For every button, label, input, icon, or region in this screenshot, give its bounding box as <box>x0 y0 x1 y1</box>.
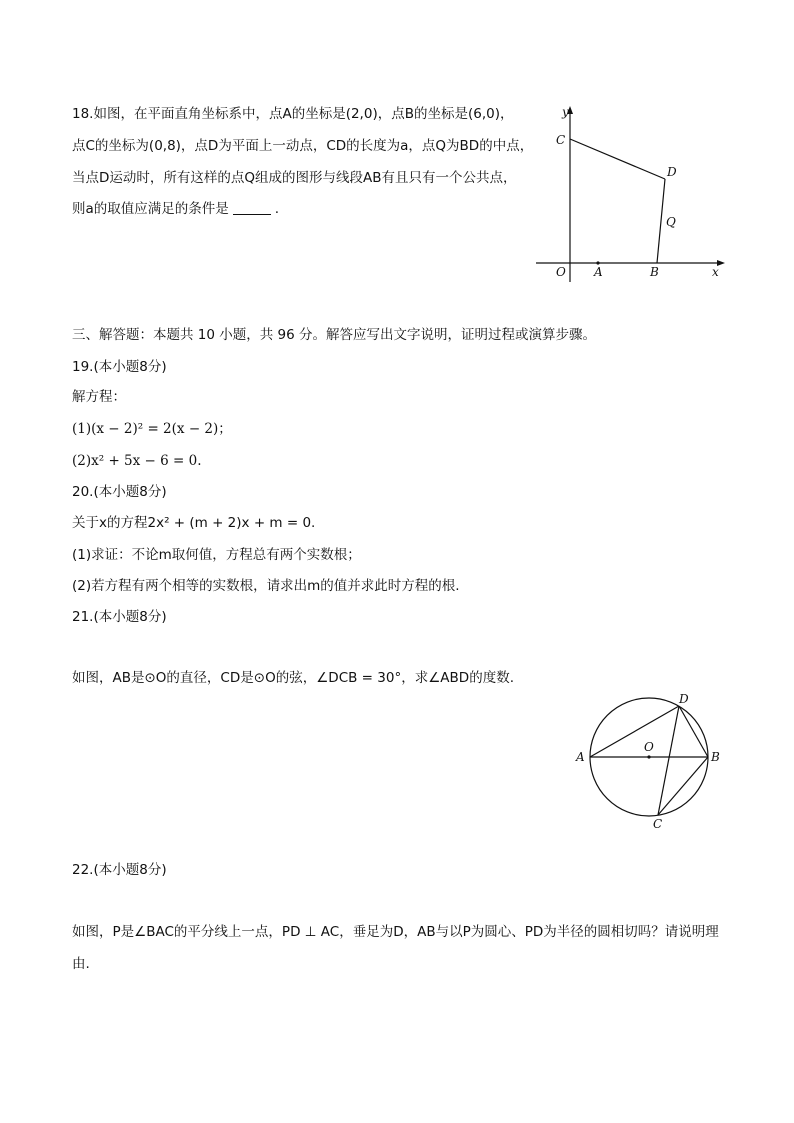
chord-db <box>679 706 708 757</box>
q22-stem-line1: 如图，P是∠BAC的平分线上一点，PD ⊥ AC，垂足为D，AB与以P为圆心、PD为半径的圆相切吗？请说明理 <box>72 924 719 940</box>
segment-cd <box>570 139 665 179</box>
label-d: D <box>667 165 677 179</box>
label-c: C <box>653 817 663 831</box>
circle-figure <box>570 688 730 836</box>
label-o: O <box>644 740 654 754</box>
answer-blank[interactable] <box>233 214 271 215</box>
q18-line2: 点C的坐标为(0,8)，点D为平面上一动点，CD的长度为a，点Q为BD的中点， <box>72 138 534 154</box>
label-o: O <box>556 265 566 279</box>
q19-part2: (2)x² + 5x − 6 = 0. <box>72 453 202 469</box>
label-q: Q <box>666 215 676 229</box>
label-b: B <box>711 750 720 764</box>
q22-title: 22.(本小题8分) <box>72 862 167 878</box>
label-a: A <box>576 750 585 764</box>
label-d: D <box>679 692 689 706</box>
q21-title: 21.(本小题8分) <box>72 609 167 625</box>
chord-ad <box>590 706 679 757</box>
segment-db <box>657 179 665 263</box>
label-y: y <box>562 105 569 119</box>
q22-stem-line2: 由. <box>72 956 90 972</box>
q21-stem: 如图，AB是⊙O的直径，CD是⊙O的弦，∠DCB = 30°，求∠ABD的度数. <box>72 670 514 686</box>
q19-title: 19.(本小题8分) <box>72 359 167 375</box>
label-x: x <box>712 265 719 279</box>
q18-line4 <box>72 199 279 219</box>
label-a: A <box>594 265 603 279</box>
label-b: B <box>650 265 659 279</box>
center-point <box>647 755 650 758</box>
label-c: C <box>556 133 566 147</box>
q20-part1: (1)求证：不论m取何值，方程总有两个实数根； <box>72 547 361 563</box>
coordinate-figure <box>530 96 730 286</box>
q18-line1: 18.如图，在平面直角坐标系中，点A的坐标是(2,0)，点B的坐标是(6,0)， <box>72 106 514 122</box>
section-heading: 三、解答题：本题共 10 小题，共 96 分。解答应写出文字说明，证明过程或演算步骤。 <box>72 327 597 343</box>
q19-part1: (1)(x − 2)² = 2(x − 2)； <box>72 421 232 437</box>
q20-stem: 关于x的方程2x² + (m + 2)x + m = 0. <box>72 515 316 531</box>
q20-part2: (2)若方程有两个相等的实数根，请求出m的值并求此时方程的根. <box>72 578 460 594</box>
q18-line3: 当点D运动时，所有这样的点Q组成的图形与线段AB有且只有一个公共点， <box>72 170 517 186</box>
q20-title: 20.(本小题8分) <box>72 484 167 500</box>
q18-line4-text: 则a的取值应满足的条件是 <box>72 201 229 217</box>
q18-line4-end: . <box>274 201 280 217</box>
q19-prompt: 解方程： <box>72 389 126 405</box>
chord-cd <box>658 706 679 815</box>
